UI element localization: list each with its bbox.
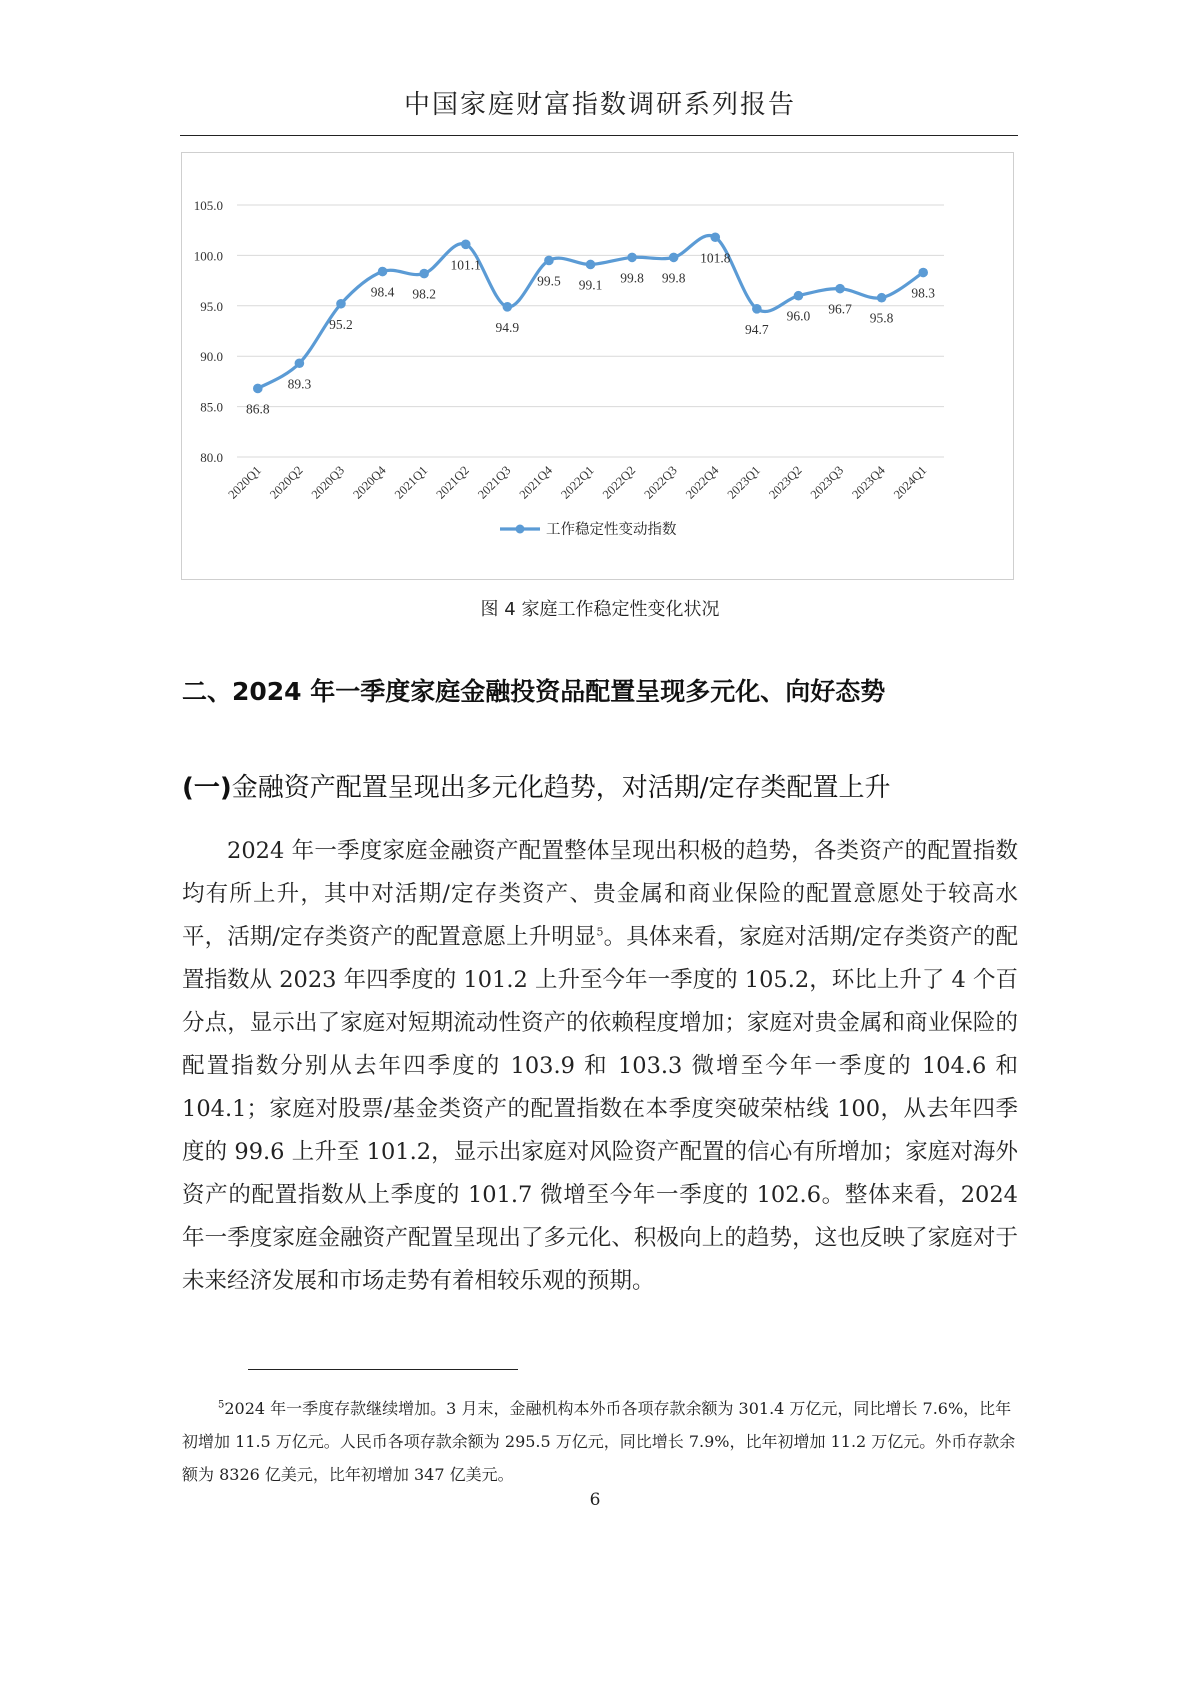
data-point	[752, 304, 762, 314]
data-label: 95.8	[869, 310, 894, 326]
x-tick-label: 2021Q1	[391, 463, 431, 502]
chart-container	[181, 152, 1014, 580]
data-point	[835, 284, 845, 294]
data-label: 95.2	[329, 316, 353, 332]
section-heading: 二、2024 年一季度家庭金融投资品配置呈现多元化、向好态势	[182, 677, 886, 706]
data-point	[544, 256, 554, 266]
x-tick-label: 2022Q1	[558, 463, 597, 502]
x-tick-label: 2022Q3	[641, 463, 680, 502]
x-tick-label: 2024Q1	[890, 463, 930, 502]
data-point	[877, 293, 887, 303]
footnote-reference[interactable]: 5	[596, 925, 604, 939]
body-paragraph	[182, 830, 1018, 1303]
figure-caption: 图 4 家庭工作稳定性变化状况	[480, 599, 720, 620]
data-label: 94.7	[745, 321, 769, 337]
data-point	[794, 291, 804, 301]
data-point	[503, 302, 513, 312]
y-tick-label: 105.0	[193, 198, 223, 213]
x-tick-label: 2023Q4	[849, 463, 888, 502]
subsection-title: 金融资产配置呈现出多元化趋势，对活期/定存类配置上升	[231, 773, 891, 803]
data-label: 99.1	[578, 277, 603, 293]
data-label: 99.8	[661, 270, 686, 286]
legend-marker	[516, 525, 525, 534]
footnote-divider	[248, 1369, 518, 1370]
x-tick-label: 2021Q3	[475, 463, 514, 502]
x-tick-label: 2023Q3	[807, 463, 847, 502]
paragraph-part-2: 。具体来看，家庭对活期/定存类资产的配置指数从 2023 年四季度的 101.2 上升至今年一季度的 105.2，环比上升了 4 个百分点，显示出了家庭对短期流动性资产的依赖程度增加；家庭对贵金属和商业保险的配置指数分别从去年四季度的 103.9 和 103.3 微增至今年一季度的 104.6 和 104.1；家庭对股票/基金类资产的配置指数在本季度突破荣枯线 100，从去年四季度的 99.6 上升至 101.2，显示出家庭对风险资产配置的信心有所增加；家庭对海外资产的配置指数从上季度的 101.7 微增至今年一季度的 102.6。整体来看，2024 年一季度家庭金融资产配置呈现出了多元化、积极向上的趋势，这也反映了家庭对于未来经济发展和市场走势有着相较乐观的预期。	[182, 924, 1018, 1294]
data-label: 99.8	[620, 270, 644, 286]
data-label: 99.5	[537, 273, 561, 289]
line-chart	[182, 153, 1013, 579]
data-point	[627, 253, 637, 263]
data-label: 96.0	[786, 308, 811, 324]
x-tick-label: 2022Q4	[683, 463, 722, 502]
data-point	[461, 240, 471, 250]
data-point	[419, 269, 429, 279]
footnote-marker: 5	[218, 1399, 225, 1411]
y-tick-label: 95.0	[200, 298, 223, 314]
subsection-heading	[182, 767, 891, 804]
x-tick-label: 2020Q3	[308, 463, 348, 502]
data-label: 89.3	[287, 376, 312, 392]
data-label: 96.7	[828, 301, 852, 317]
data-label: 86.8	[245, 401, 270, 417]
x-tick-label: 2021Q2	[433, 463, 472, 502]
data-point	[918, 268, 928, 278]
legend-label: 工作稳定性变动指数	[546, 522, 677, 538]
data-label: 101.1	[450, 257, 481, 273]
paragraph-part-1: 2024 年一季度家庭金融资产配置整体呈现出积极的趋势，各类资产的配置指数均有所上升，其中对活期/定存类资产、贵金属和商业保险的配置意愿处于较高水平，活期/定存类资产的配置意愿上升明显	[182, 838, 1018, 950]
x-tick-label: 2023Q2	[766, 463, 805, 502]
data-label: 94.9	[495, 319, 520, 335]
data-point	[253, 384, 263, 394]
data-point	[336, 299, 346, 309]
x-tick-label: 2021Q4	[516, 463, 556, 502]
x-tick-label: 2020Q4	[350, 463, 389, 502]
page-number: 6	[589, 1490, 601, 1510]
data-point	[378, 267, 388, 277]
y-tick-label: 90.0	[200, 349, 223, 365]
x-tick-label: 2020Q2	[267, 463, 306, 502]
data-label: 98.4	[370, 284, 395, 300]
x-tick-label: 2020Q1	[225, 463, 264, 502]
footnote-text: 2024 年一季度存款继续增加。3 月末，金融机构本外币各项存款余额为 301.4 万亿元，同比增长 7.6%，比年初增加 11.5 万亿元。人民币各项存款余额为 295.5 万亿元，同比增长 7.9%，比年初增加 11.2 万亿元。外币存款余额为 8326 亿美元，比年初增加 347 亿美元。	[182, 1399, 1016, 1484]
data-point	[295, 358, 305, 368]
x-tick-label: 2023Q1	[724, 463, 763, 502]
y-tick-label: 80.0	[200, 450, 223, 465]
data-point	[669, 253, 679, 263]
subsection-prefix: (一)	[182, 773, 232, 803]
header-divider	[180, 135, 1018, 136]
data-label: 98.3	[911, 285, 936, 301]
y-tick-label: 85.0	[200, 399, 223, 415]
data-point	[710, 232, 720, 242]
series-line	[258, 235, 923, 388]
report-header-title: 中国家庭财富指数调研系列报告	[403, 90, 796, 120]
x-tick-label: 2022Q2	[599, 463, 639, 502]
data-label: 101.8	[700, 250, 731, 266]
footnote	[182, 1392, 1018, 1491]
y-tick-label: 100.0	[193, 248, 223, 264]
data-label: 98.2	[412, 286, 436, 302]
data-point	[586, 260, 596, 270]
